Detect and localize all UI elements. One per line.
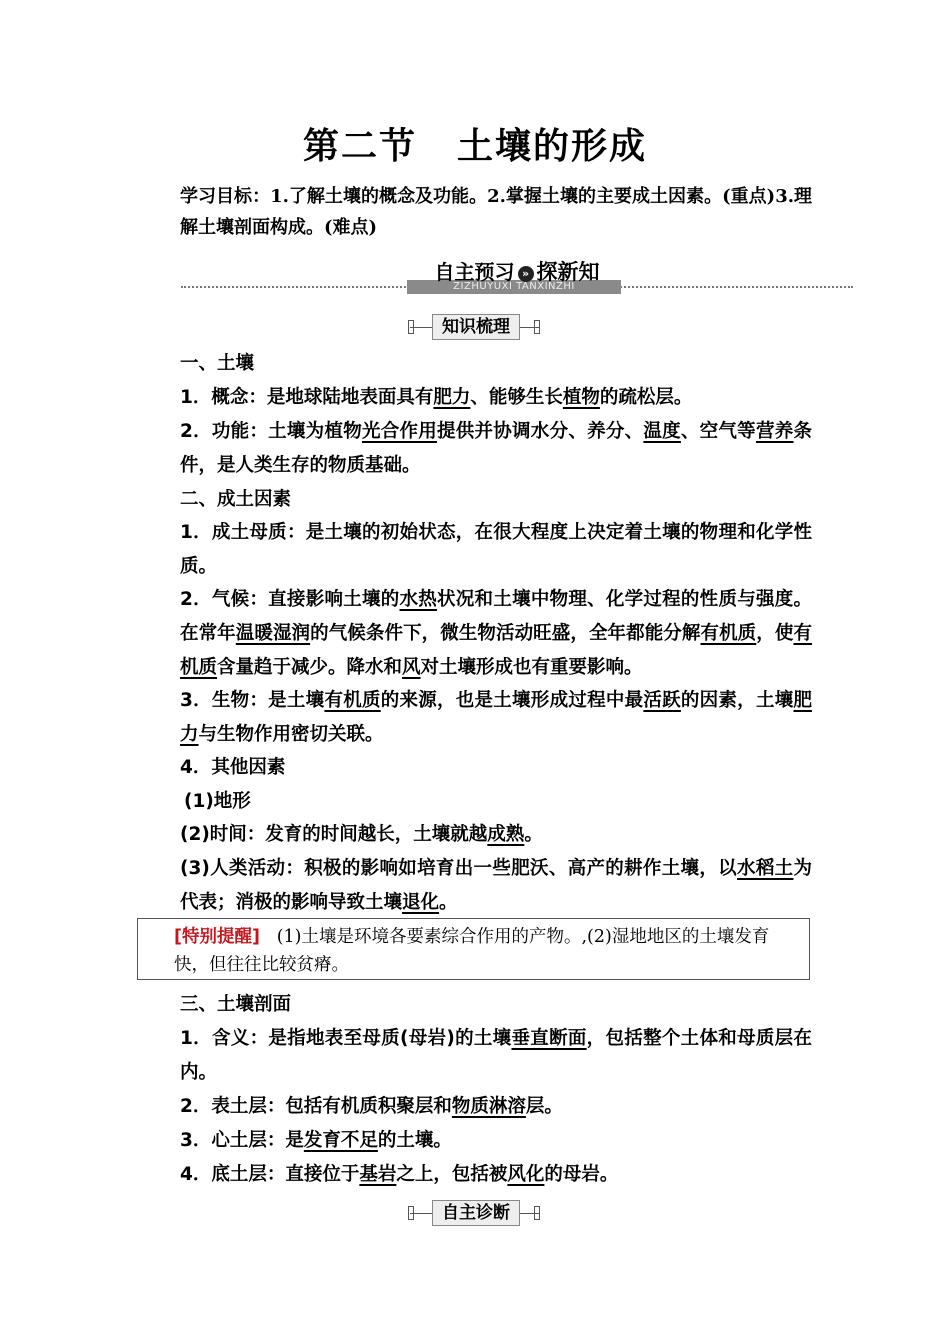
heading-profile: 三、土壤剖面 <box>180 994 292 1015</box>
section-heading-label: 知识梳理 <box>432 314 520 340</box>
para-topsoil: 2．表土层：包括有机质积聚层和物质淋溶层。 <box>180 1096 563 1117</box>
arrow-icon: » <box>518 266 534 282</box>
reminder-text: (1)土壤是环境各要素综合作用的产物。,(2)湿地地区的土壤发育快，但往往比较贫瘠。 <box>174 927 770 975</box>
para-parent-material: 1．成土母质：是土壤的初始状态，在很大程度上决定着土壤的物理和化学性质。 <box>180 522 812 577</box>
para-profile-meaning: 1．含义：是指地表至母质(母岩)的土壤垂直断面，包括整个土体和母质层在内。 <box>180 1028 812 1083</box>
para-subsoil: 3．心土层：是发育不足的土壤。 <box>180 1130 452 1151</box>
preview-banner <box>181 256 853 300</box>
para-biology: 3．生物：是土壤有机质的来源，也是土壤形成过程中最活跃的因素，土壤肥力与生物作用密切关联。 <box>180 690 812 745</box>
reminder-tag: [特别提醒] <box>174 927 260 947</box>
page-title <box>0 118 950 169</box>
title-topic: 土壤的形成 <box>457 126 648 167</box>
para-bottom-soil: 4．底土层：直接位于基岩之上，包括被风化的母岩。 <box>180 1164 619 1185</box>
para-time: (2)时间：发育的时间越长，土壤就越成熟。 <box>180 824 543 845</box>
banner-title <box>181 256 853 286</box>
section-heading-diagnosis <box>410 1202 540 1224</box>
banner-subtitle: ZIZHUYUXI TANXINZHI <box>407 280 621 294</box>
learning-goals: 学习目标：1.了解土壤的概念及功能。2.掌握土壤的主要成土因素。(重点)3.理解土壤剖面构成。(难点) <box>180 186 812 238</box>
title-section-number: 第二节 <box>302 126 417 167</box>
section-heading-label: 自主诊断 <box>432 1200 520 1226</box>
para-human-activity: (3)人类活动：积极的影响如培育出一些肥沃、高产的耕作土壤，以水稻土为代表；消极的影响导致土壤退化。 <box>180 858 812 913</box>
special-reminder-box <box>137 918 810 980</box>
banner-title-right: 探新知 <box>536 260 600 284</box>
para-concept: 1．概念：是地球陆地表面具有肥力、能够生长植物的疏松层。 <box>180 387 693 408</box>
heading-soil: 一、土壤 <box>180 353 255 374</box>
section-heading-knowledge <box>410 316 540 338</box>
para-climate: 2．气候：直接影响土壤的水热状况和土壤中物理、化学过程的性质与强度。在常年温暖湿润的气候条件下，微生物活动旺盛，全年都能分解有机质，使有机质含量趋于减少。降水和风对土壤形成也有重要影响。 <box>180 589 812 678</box>
para-other-factors: 4．其他因素 <box>180 757 286 778</box>
banner-title-left: 自主预习 <box>434 260 515 284</box>
para-terrain: (1)地形 <box>184 791 251 812</box>
heading-factors: 二、成土因素 <box>180 489 292 510</box>
para-function: 2．功能：土壤为植物光合作用提供并协调水分、养分、温度、空气等营养条件，是人类生存的物质基础。 <box>180 421 812 476</box>
